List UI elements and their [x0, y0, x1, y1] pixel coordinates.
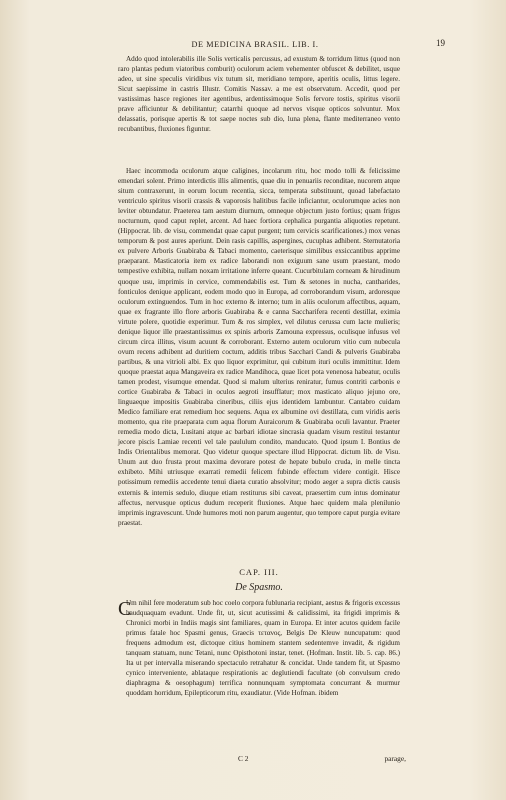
signature-mark: C 2 [238, 754, 249, 763]
chapter-label: CAP. III. [239, 567, 279, 577]
drop-cap: C [118, 598, 132, 620]
paragraph-1 [118, 54, 400, 134]
paragraph-text: Haec incommoda oculorum atque caligines, incolarum ritu, hoc modo tolli & felicissime emendari solent. Primo interdictis illis alimentis, quae diu in penuariis reconditae, nucorem atque situm contraxerunt, in eorum locum recentia, sicca, temperata substituunt, quoad labefactato ventriculo spiritus visorii crassis & vaporosis halitibus facile inficiantur, oculorumque acies non leviter obtundatur. Praeterea tam aestum diurnum, omneque objectum justo fortius; quam frigus nocturnum, quod caput replet, arcent. Ad haec fortiora cephalica purgantia aliquoties repetunt. (Hippocrat. lib. de visu, commendat quae caput purgent; tum cervicis scarificationes.) mox venas temporum & post aures aperiunt. Dein rasis capillis, aspergines, cucuphas adhibent. Sternutatoria ex pulvere Arboris Guabiraba & Tabaci momento, caeterisque similibus exsiccantibus apprime praeparant. Masticatoria item ex radice Iaborandi non exiguum sane usum praestant, modo tempestive exhibita, nullam noxam irritatione inferre queant. Cucurbitulam corneam & hirudinum quoque usu, imprimis in cervice, commendabilis est. Tum & setones in nucha, cantharides, fonticulos denique applicant, eodem modo quo in Europa, ad corroborandum visum, ardoresque oculorum extinguendos. Tum in hoc externo & interno; tum in aliis oculorum affectibus, aquam, quae ex fragrante illo flore arboris Guabiraba & e canna Saccharifera recenti destillat, eximia virtute polere, quotidie experimur. Tum & ros simplex, vel dilutus cerussa cum lacte mulieris; denique liquor ille praestantissimus ex spinis arboris Zamouna expressus, oculisque infusus vel circum circa illitus, visum acuunt & corroborant. Externo autem oculorum vitio cum nubecula ovum recens adhibent ad duritiem coctum, additis tribus Sacchari Candi & pulveris Guabiraba partibus, & una vitrioli albi. Ex quo liquor exprimitur, qui cubitum ituri oculis immittitur. Idem quoque praestat aqua Mangaveira ex radice Mandihoca, quae licet pota venenosa habeatur, oculis tamen prodest, visumque emendat. Quod si malum ulterius reniratur, fumus contriti carbonis e cortice Guabiraba & Tabaci in oculos aegroti insufflatur; mox masticato aliquo jejuno ore, linguaeque impositis Guabiraba cineribus, ciliis ejus identidem lambuntur. Cantabro cuidam Medico familiare erat remedium hoc sequens. Aqua ex albumine ovi destillata, cum viridis aeris momento, qua rite praeparata cum aqua florum Auraicorum & Guabiraba oculi lavantur. Praeter remedia modo dicta, Lusitani atque ac barbari idiotae sincrasia quadam visum restitui testantur jecore piscis Lamiae recenti vel tale paululum condito, manducato. Quod ipsum I. Bontius de Indis Orientalibus memorat. Quo videtur quoque spectare illud Hippocrat. dictum lib. de Visu. Unum aut duo frusta prout maxima devorare potest de hepate bubulo cruda, in melle tincta exhibeto. Mihi utriusque exarrati remedii felicem fubinde effectum videre contigit. Hisce potissimum remediis accedente tenui diaeta curatio absolvitur; modo aeger a supra dictis causis externis & internis sedulo, diuque etiam restiturus sibi caveat, praesertim cum intus dominatur affectus, nervusque opticus dudum receperit fluxiones. Atque haec quidem mala plenilunio imprimis ingravescunt. Unde humores moti non parum augentur, quo tempore caput purgia evitare praestat. [118, 167, 400, 527]
chapter-paragraph [126, 598, 400, 698]
catchword: parage, [384, 754, 406, 763]
page-footer [118, 754, 406, 765]
paragraph-text: Addo quod intolerabilis ille Solis verticalis percussus, ad exustum & torridum littus (quod non raro plantas pedum viatoribus comburit) oculorum aciem vehementer obfuscet & debilitet, usque adeo, ut sine speculis viridibus vix tutum sit, meridiano tempore, aperitis oculis, littus legere. Sicut saepissime in castris Illustr. Comitis Nassav. a me est observatum. Accedit, quod per vastissimas hasce regiones iter agentibus, ardentissimoque Solis fervore tostis, spiritus visorii prave afficiuntur & debilitantur; catarrhi quoque ad nervos visque opticos solvuntur. Mox delassatis, porisque apertis & tot saepe noctes sub dio, luna plena, flante mediterraneo vento recubantibus, fluxiones figuntur. [118, 55, 400, 134]
paragraph-text: Um nihil fere moderatum sub hoc coelo corpora fublunaria recipiant, aestus & frigoris excessus haudquaquam evadunt. Unde fit, ut, sicut acutissimi & calidissimi, ita frigidi imprimis & Chronici morbi in Indiis magis sint familiares, quam in Europa. Et inter acutos quidem facile primus fatale hoc Spasmi genus, Graecis τετανος, Belgis De Kleuw nuncupatum: quod frequens admodum est, dictoque citius hominem stantem sedentemve invadit, & rigidum tanquam statuam, nunc Tetani, nunc Opisthotoni instar, tenet. (Hofman. Instit. lib. 5. cap. 86.) Ita ut per intervalla miserando spectaculo retrahatur & concidat. Unde tandem fit, ut Spasmo cynico interveniente, ablataque respirationis ac deglutiendi facultate (ob convulsum credo diaphragma & oesophagum) terrifica nonnunquam symptomata concurrant & murmur quoddam horridum, Epilepticorum ritu, exaudiatur. (Vide Hofman. ibidem [126, 599, 400, 698]
running-title: DE MEDICINA BRASIL. LIB. I. [191, 40, 319, 49]
paragraph-2 [118, 166, 400, 528]
chapter-title: De Spasmo. [235, 582, 283, 593]
page-number: 19 [436, 38, 445, 48]
